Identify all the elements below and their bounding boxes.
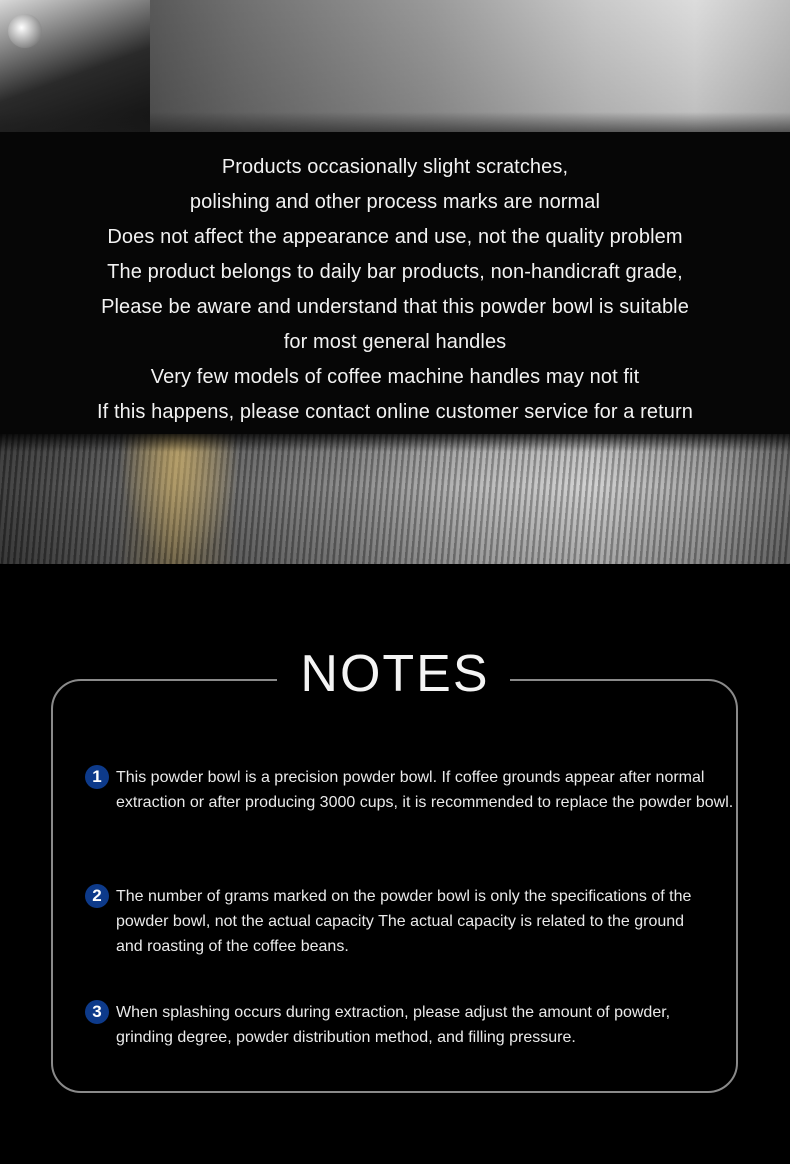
brushed-texture (0, 434, 790, 564)
note-text-line: powder bowl, not the actual capacity The actual capacity is related to the ground (116, 913, 685, 930)
disclaimer-line: polishing and other process marks are normal (189, 191, 601, 213)
note-text-line: This powder bowl is a precision powder bowl. If coffee grounds appear after normal (116, 769, 705, 786)
note-text-line: grinding degree, powder distribution method, and filling pressure. (116, 1029, 576, 1046)
disclaimer-line: Please be aware and understand that this powder bowl is suitable (101, 296, 689, 318)
disclaimer-caption (0, 132, 790, 434)
powder-bowl-surface-photo (0, 434, 790, 564)
note-text (116, 884, 736, 959)
note-text-line: The number of grams marked on the powder bowl is only the specifications of the (116, 888, 692, 905)
disclaimer-line: for most general handles (283, 331, 507, 353)
photo-top-shadow (0, 434, 790, 452)
disclaimer-line: Products occasionally slight scratches, (221, 156, 569, 178)
machine-knob-shape (8, 14, 42, 48)
note-text (116, 1000, 736, 1050)
disclaimer-lines (0, 132, 790, 430)
disclaimer-line: The product belongs to daily bar products, non-handicraft grade, (107, 261, 683, 283)
note-text-line: extraction or after producing 3000 cups, it is recommended to replace the powder bowl. (116, 794, 734, 811)
note-number-badge: 1 (85, 765, 109, 789)
coffee-machine-photo (0, 0, 790, 132)
notes-heading: NOTES (300, 645, 490, 703)
disclaimer-line: Does not affect the appearance and use, not the quality problem (107, 226, 683, 248)
note-text (116, 765, 736, 815)
note-text-line: When splashing occurs during extraction, please adjust the amount of powder, (116, 1004, 671, 1021)
note-number-badge: 3 (85, 1000, 109, 1024)
disclaimer-line: If this happens, please contact online customer service for a return (97, 401, 693, 423)
light-reflection (120, 434, 240, 564)
note-text-line: and roasting of the coffee beans. (116, 938, 349, 955)
note-number-badge: 2 (85, 884, 109, 908)
disclaimer-line: Very few models of coffee machine handles may not fit (150, 366, 640, 388)
photo-shadow-band (0, 112, 790, 132)
